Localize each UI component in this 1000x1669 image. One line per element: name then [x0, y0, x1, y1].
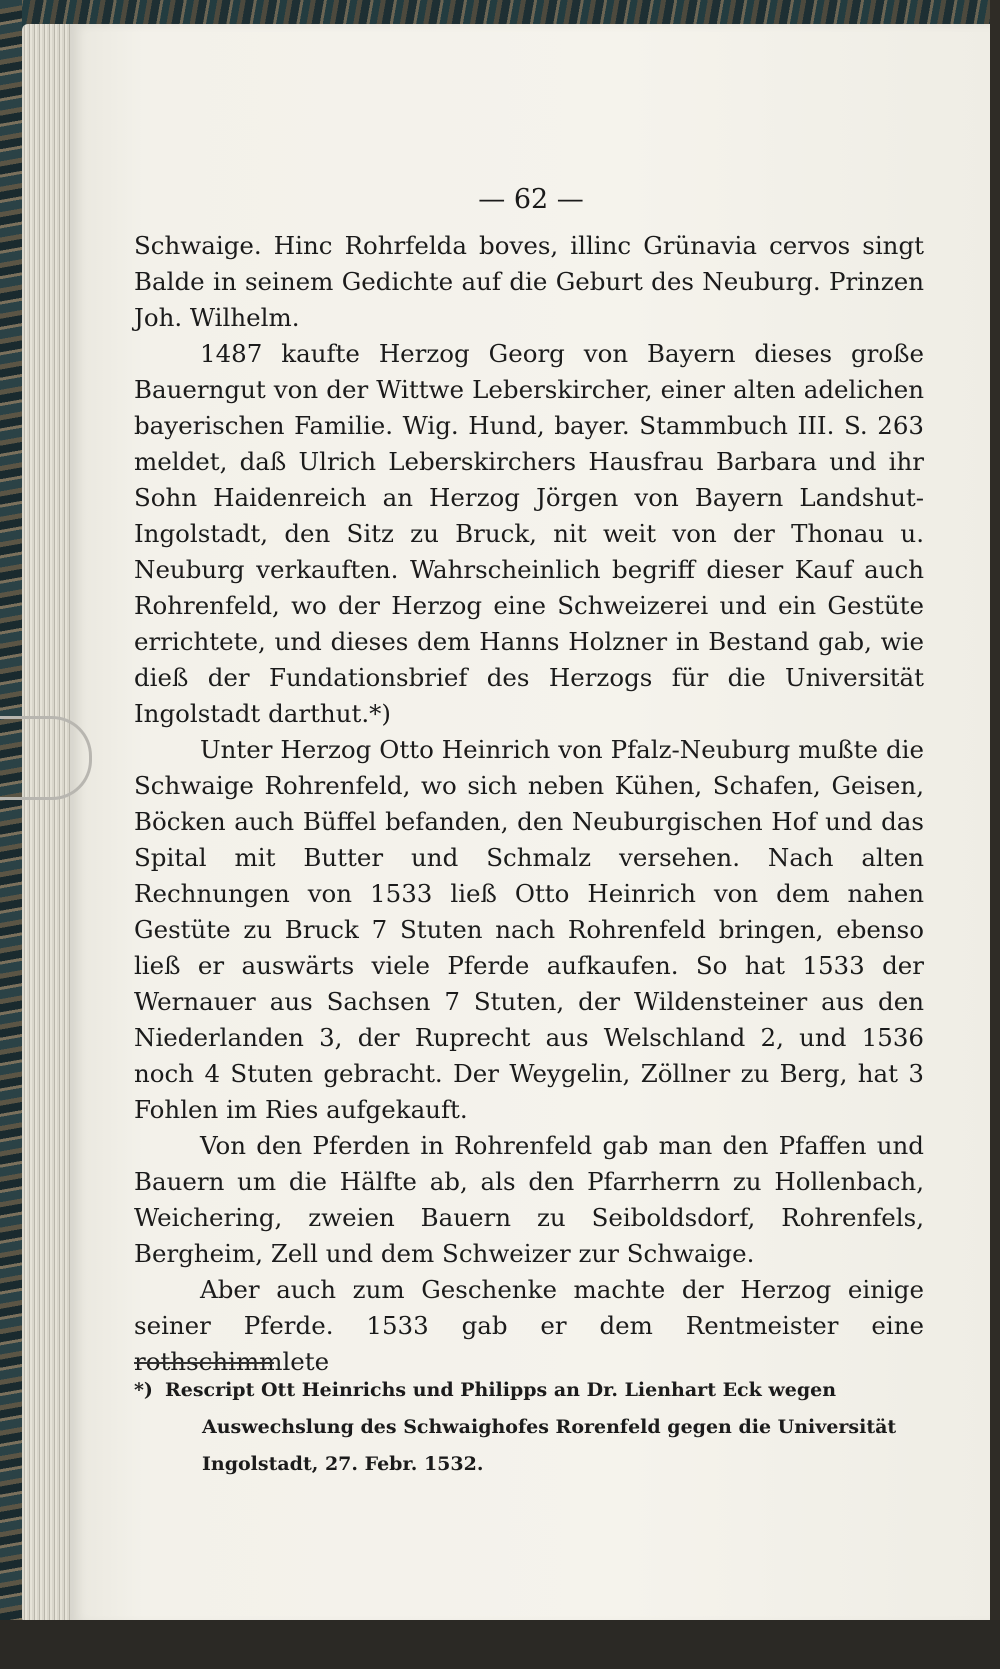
- footnote-rule: [134, 1362, 274, 1364]
- body-text: [134, 228, 924, 1380]
- right-edge: [990, 0, 1000, 1669]
- scanner-clip: [0, 716, 92, 800]
- paragraph-1: Schwaige. Hinc Rohrfelda boves, illinc Grünavia cervos singt Balde in seinem Gedichte auf die Geburt des Neuburg. Prinzen Joh. Wilhelm.: [134, 231, 924, 332]
- marbled-cover-left: [0, 0, 22, 1669]
- footnote: [134, 1372, 924, 1483]
- footnote-line-2: Auswechslung des Schwaighofes Rorenfeld gegen die Universität Ingolstadt, 27. Febr. 1532.: [202, 1416, 897, 1475]
- paragraph-2: 1487 kaufte Herzog Georg von Bayern dieses große Bauerngut von der Wittwe Leberskircher, einer alten adelichen bayerischen Familie. Wig. Hund, bayer. Stammbuch III. S. 263 meldet, daß Ulrich Leberskirchers Hausfrau Barbara und ihr Sohn Haidenreich an Herzog Jörgen von Bayern Landshut-Ingolstadt, den Sitz zu Bruck, nit weit von der Thonau u. Neuburg verkauften. Wahrscheinlich begriff dieser Kauf auch Rohrenfeld, wo der Herzog eine Schweizerei und ein Gestüte errichtete, und dieses dem Hanns Holzner in Bestand gab, wie dieß der Fundationsbrief des Herzogs für die Universität Ingolstadt darthut.*): [134, 339, 924, 728]
- paragraph-4: Von den Pferden in Rohrenfeld gab man den Pfaffen und Bauern um die Hälfte ab, als den Pfarrherrn zu Hollenbach, Weichering, zweien Bauern zu Seiboldsdorf, Rohrenfels, Bergheim, Zell und dem Schweizer zur Schwaige.: [134, 1131, 924, 1268]
- footnote-line-1: Rescript Ott Heinrichs und Philipps an Dr. Lienhart Eck wegen: [164, 1379, 837, 1401]
- bottom-edge: [0, 1620, 1000, 1669]
- paragraph-3: Unter Herzog Otto Heinrich von Pfalz-Neuburg mußte die Schwaige Rohrenfeld, wo sich neben Kühen, Schafen, Geisen, Böcken auch Büffel befanden, den Neuburgischen Hof und das Spital mit Butter und Schmalz versehen. Nach alten Rechnungen von 1533 ließ Otto Heinrich von dem nahen Gestüte zu Bruck 7 Stuten nach Rohrenfeld bringen, ebenso ließ er auswärts viele Pferde aufkaufen. So hat 1533 der Wernauer aus Sachsen 7 Stuten, der Wildensteiner aus den Niederlanden 3, der Ruprecht aus Welschland 2, und 1536 noch 4 Stuten gebracht. Der Weygelin, Zöllner zu Berg, hat 3 Fohlen im Ries aufgekauft.: [134, 735, 924, 1124]
- paragraph-5: Aber auch zum Geschenke machte der Herzog einige seiner Pferde. 1533 gab er dem Rentmeister eine rothschimmlete: [134, 1275, 924, 1376]
- footnote-mark: *): [134, 1379, 153, 1401]
- page-number: — 62 —: [478, 184, 584, 215]
- marbled-cover-top: [0, 0, 1000, 24]
